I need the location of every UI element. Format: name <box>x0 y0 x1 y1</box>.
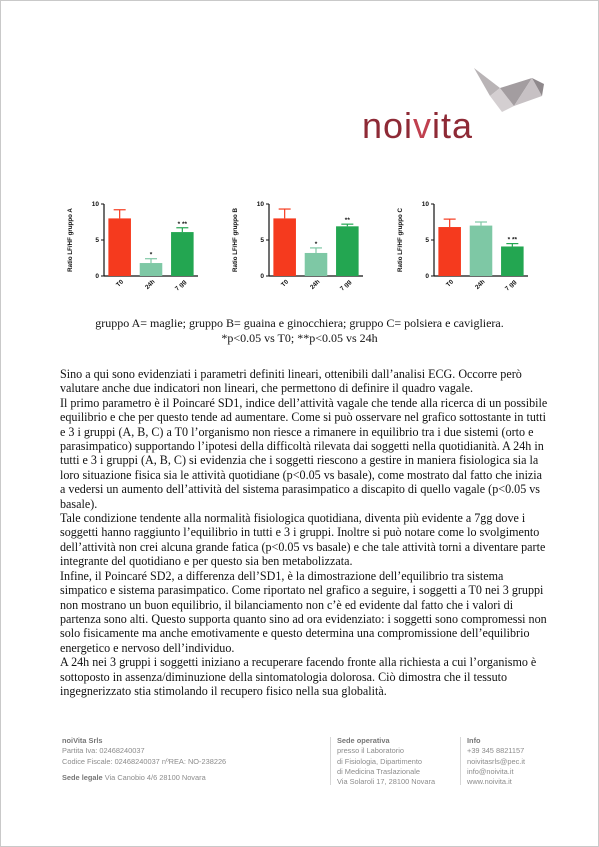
info-title: Info <box>467 736 481 745</box>
paragraph: Tale condizione tendente alla normalità fisiologica quotidiana, diventa più evidente a 7gg dove i soggetti hanno raggiunto l’equilibrio in tutti e 3 i gruppi. Inoltre si può notare come lo svolgimento dell’attività non crei alcuna grande fatica (p<0.05 vs basale) e che tale attività torni a diventare parte integrante del quotidiano e per questo sia ben metabolizzata. <box>60 511 546 569</box>
company-name: noiVita Srls <box>62 736 103 745</box>
x-tick-label: 24h <box>473 278 487 291</box>
y-tick-label: 0 <box>425 273 429 281</box>
bar <box>108 218 131 276</box>
logo-wordmark: noivita <box>362 105 474 146</box>
chart-caption-significance: *p<0.05 vs T0; **p<0.05 vs 24h <box>221 331 378 345</box>
bar <box>305 253 328 276</box>
bird-logo-icon <box>472 66 544 114</box>
chart-gruppo-a <box>60 196 210 301</box>
significance-label: * ** <box>507 236 518 244</box>
x-tick-label: T0 <box>280 278 291 289</box>
chart-svg-a <box>60 196 210 301</box>
y-tick-label: 5 <box>425 237 429 245</box>
chart-gruppo-c <box>390 196 540 301</box>
x-tick-label: 7 gg <box>173 278 188 293</box>
chart-svg-c <box>390 196 540 301</box>
y-tick-label: 5 <box>95 237 99 245</box>
bar <box>336 226 359 276</box>
significance-label: * <box>149 251 153 259</box>
partita-iva: Partita Iva: 02468240037 <box>62 746 145 756</box>
x-tick-label: 24h <box>143 278 157 291</box>
sede-operativa-line: presso il Laboratorio <box>337 746 404 756</box>
y-axis-label: Ratio LF/HF gruppo A <box>67 208 74 272</box>
y-axis-label: Ratio LF/HF gruppo C <box>397 208 404 272</box>
footer-divider <box>330 737 331 785</box>
paragraph: Sino a qui sono evidenziati i parametri definiti lineari, ottenibili dall’analisi ECG. Occorre però valutare anche due indicatori non lineari, che permettono di definire il quadro vagale. <box>60 367 522 396</box>
sede-operativa-line: di Fisiologia, Dipartimento <box>337 756 423 766</box>
y-tick-label: 10 <box>421 201 429 209</box>
sede-operativa-line: Via Solaroli 17, 28100 Novara <box>337 777 436 787</box>
bar <box>438 227 461 276</box>
x-tick-label: T0 <box>445 278 456 289</box>
info-website: www.noivita.it <box>467 777 512 787</box>
info-phone: +39 345 8821157 <box>467 746 525 756</box>
bar <box>171 232 194 276</box>
y-tick-label: 10 <box>256 201 264 209</box>
y-tick-label: 5 <box>260 237 264 245</box>
bar <box>140 263 163 276</box>
footer-divider <box>460 737 461 785</box>
bar <box>470 226 493 276</box>
info-pec: noivitasrls@pec.it <box>467 756 526 766</box>
paragraph: Infine, il Poincaré SD2, a differenza dell’SD1, è la dimostrazione dell’equilibrio tra sistema simpatico e sistema parasimpatico. Come riportato nel grafico a seguire, i soggetti a T0 nei 3 gruppi non mostrano un buon equilibrio, il bilanciamento non c’è ed evidente dal fatto che i valori di partenza sono alti. Questo supporta quanto sino ad ora evidenziato: i soggetti sono compromessi non solo fisicamente ma anche emotivamente e questo determina una compromissione dell’equilibrio energetico e nervoso dell’individuo. <box>60 568 547 655</box>
footer-sede-operativa <box>337 736 457 787</box>
footer-info <box>467 736 557 787</box>
significance-label: * ** <box>177 220 188 228</box>
significance-label: * <box>314 240 318 248</box>
chart-caption-groups: gruppo A= maglie; gruppo B= guaina e ginocchiera; gruppo C= polsiera e cavigliera. <box>95 316 504 330</box>
x-tick-label: T0 <box>115 278 126 289</box>
significance-label: ** <box>344 217 350 225</box>
sede-legale: Sede legale Via Canobio 4/6 28100 Novara <box>62 772 206 782</box>
paragraph: Il primo parametro è il Poincaré SD1, indice dell’attività vagale che tende alla ricerca di un possibile equilibrio e che per questo tende ad aumentare. Come si può osservare nel grafico sottostante in tutti e 3 i gruppi (A, B, C) a T0 l’organismo non riesce a rimanere in equilibrio tra i due sistemi (orto e parasimpatico) supportando l’ipotesi della difficoltà rilevata dai soggetti nella quotidianità. A 24h in tutti e 3 i gruppi (A, B, C) si evidenzia che i soggetti riescono a gestire in maniera fisiologica sia la loro situazione fisica sia le attività quotidiane (p<0.05 vs basale), come mostrato dal fatto che inizia a vedersi un aumento dell’attività del sistema parasimpatico a discapito di quello vagale (p<0.05 vs basale). <box>60 395 548 511</box>
info-email: info@noivita.it <box>467 766 514 776</box>
x-tick-label: 24h <box>308 278 322 291</box>
chart-svg-b <box>225 196 375 301</box>
y-tick-label: 0 <box>95 273 99 281</box>
paragraph: A 24h nei 3 gruppi i soggetti iniziano a recuperare facendo fronte alla richiesta a cui l’organismo è sottoposto in assenza/diminuzione della sintomatologia dolorosa. Ciò dimostra che il tessuto ingegnerizzato stia stimolando il recupero fisico nella sua globalità. <box>60 655 537 698</box>
chart-gruppo-b <box>225 196 375 301</box>
sede-operativa-line: di Medicina Traslazionale <box>337 766 420 776</box>
charts-row <box>60 196 540 306</box>
footer-company <box>62 736 322 783</box>
x-tick-label: 7 gg <box>503 278 518 293</box>
sede-operativa-title: Sede operativa <box>337 736 390 745</box>
y-tick-label: 0 <box>260 273 264 281</box>
bar <box>273 218 296 276</box>
codice-fiscale: Codice Fiscale: 02468240037 nºREA: NO-238226 <box>62 756 227 766</box>
x-tick-label: 7 gg <box>338 278 353 293</box>
y-axis-label: Ratio LF/HF gruppo B <box>232 208 239 272</box>
bar <box>501 246 524 276</box>
logo <box>362 64 547 154</box>
y-tick-label: 10 <box>91 201 99 209</box>
body-text <box>60 367 550 698</box>
